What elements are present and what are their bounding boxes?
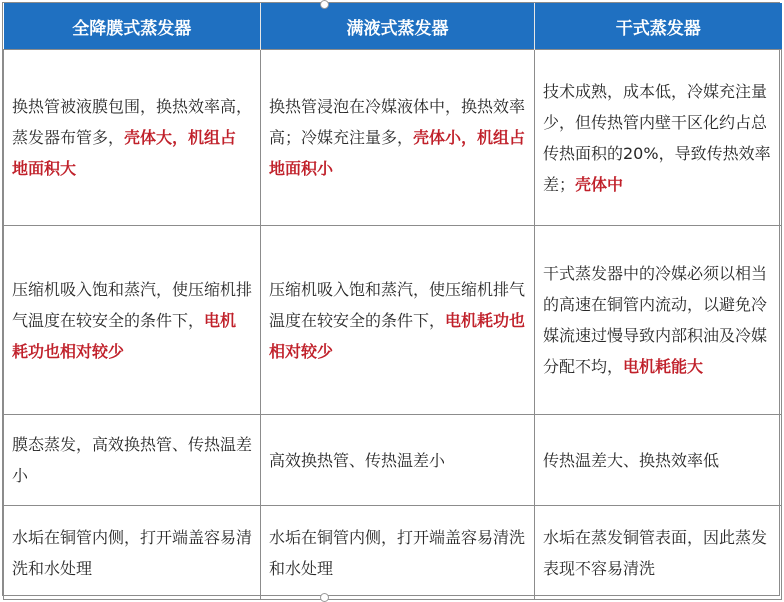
resize-handle-bottom[interactable] [320, 593, 329, 602]
cell-text: 干式蒸发器中的冷媒必须以相当的高速在铜管内流动，以避免冷媒流速过慢导致内部积油及冷媒分配不均， [543, 264, 768, 376]
table-cell [535, 50, 782, 226]
cell-text: 技术成熟，成本低，冷媒充注量少，但传热管内壁干区化约占总传热面积的20%，导致传热效率差； [543, 81, 771, 194]
cell-highlight: 壳体中 [575, 174, 624, 194]
table-cell [535, 506, 782, 600]
cell-highlight: 电机耗功也相对较少 [12, 310, 237, 361]
cell-highlight: 电机耗功也相对较少 [269, 310, 526, 361]
resize-handle-top[interactable] [320, 0, 329, 9]
cell-text: 水垢在蒸发铜管表面，因此蒸发表现不容易清洗 [543, 527, 768, 578]
table-cell [4, 50, 261, 226]
cell-text: 换热管浸泡在冷媒液体中，换热效率高；冷媒充注量多， [269, 97, 526, 147]
cell-text: 水垢在铜管内侧，打开端盖容易清洗和水处理 [269, 527, 526, 578]
table-cell [261, 226, 535, 415]
table-cell [4, 506, 261, 600]
table-row [4, 50, 782, 226]
table-cell [261, 415, 535, 506]
header-falling-film: 全降膜式蒸发器 [4, 3, 261, 50]
table-row [4, 506, 782, 600]
cell-text: 水垢在铜管内侧，打开端盖容易清洗和水处理 [12, 527, 253, 578]
header-row [4, 3, 782, 50]
cell-text: 膜态蒸发，高效换热管、传热温差小 [12, 435, 253, 485]
table-cell [261, 506, 535, 600]
table-row [4, 415, 782, 506]
header-flooded: 满液式蒸发器 [261, 3, 535, 50]
cell-text: 高效换热管、传热温差小 [269, 450, 446, 470]
table-cell [4, 226, 261, 415]
table-cell [261, 50, 535, 226]
evaporator-comparison-table [3, 3, 782, 600]
cell-text: 压缩机吸入饱和蒸汽，使压缩机排气温度在较安全的条件下， [12, 279, 253, 330]
table-cell [535, 226, 782, 415]
table-row [4, 226, 782, 415]
table-cell [4, 415, 261, 506]
cell-highlight: 电机耗能大 [623, 357, 704, 376]
cell-highlight: 壳体大，机组占地面积大 [12, 128, 237, 178]
cell-highlight: 壳体小，机组占地面积小 [269, 128, 526, 178]
cell-text: 传热温差大、换热效率低 [543, 450, 720, 470]
cell-text: 压缩机吸入饱和蒸汽，使压缩机排气温度在较安全的条件下， [269, 279, 526, 330]
header-dry: 干式蒸发器 [535, 3, 782, 50]
table-cell [535, 415, 782, 506]
cell-text: 换热管被液膜包围，换热效率高，蒸发器布管多， [12, 97, 253, 147]
comparison-table-container [2, 2, 780, 596]
